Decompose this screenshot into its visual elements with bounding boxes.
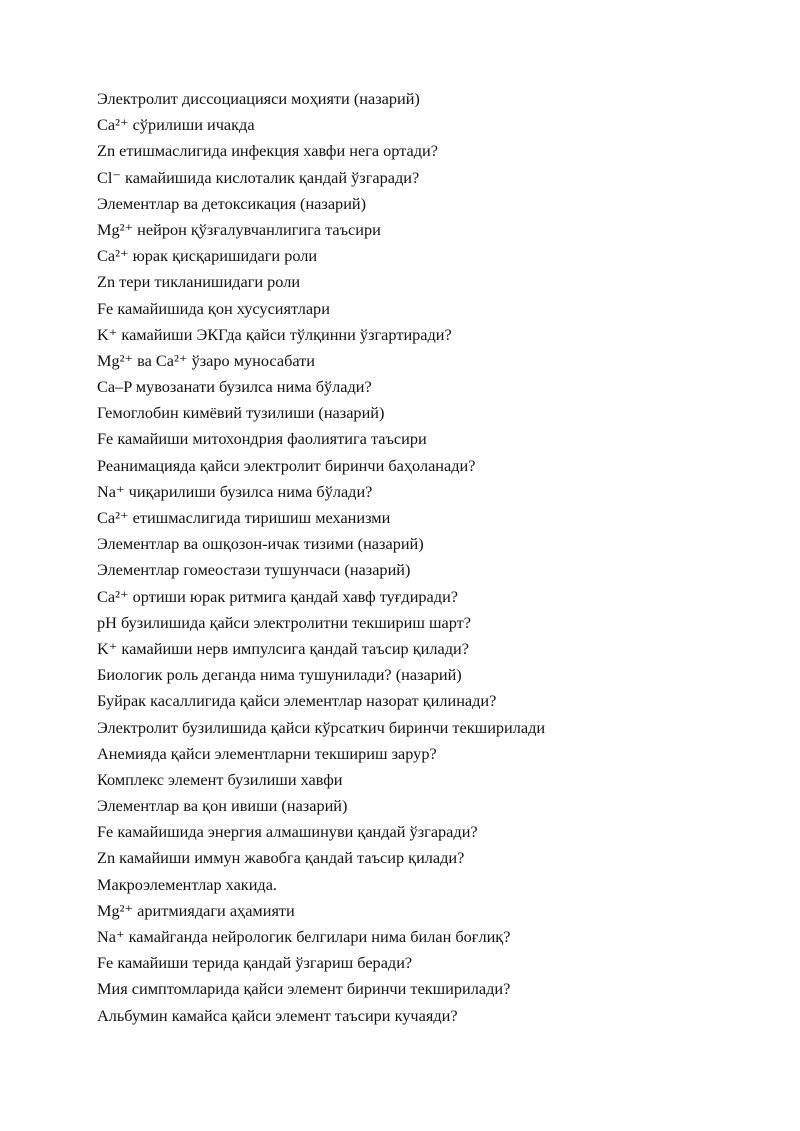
list-item: Элементлар ва детоксикация (назарий) [97, 193, 367, 213]
list-item: Анемияда қайси элементларни текшириш зарур? [97, 743, 437, 763]
question-list [97, 86, 777, 1029]
list-item: Электролит бузилишида қайси кўрсаткич биринчи текширилади [97, 717, 546, 737]
list-item: Zn етишмаслигида инфекция хавфи нега ортади? [97, 141, 438, 161]
list-item: Zn камайиши иммун жавобга қандай таъсир қилади? [97, 848, 465, 868]
list-item: Мия симптомларида қайси элемент биринчи текширилади? [97, 979, 511, 999]
list-item: Fe камайишида қон хусусиятлари [97, 298, 330, 318]
list-item: Fe камайиши митохондрия фаолиятига таъсири [97, 429, 427, 449]
list-item: Буйрак касаллигида қайси элементлар назорат қилинади? [97, 691, 497, 711]
list-item: Макроэлементлар хакида. [97, 874, 278, 894]
list-item: Mg²⁺ ва Ca²⁺ ўзаро муносабати [97, 350, 315, 370]
list-item: Zn тери тикланишидаги роли [97, 272, 301, 292]
list-item: Na⁺ чиқарилиши бузилса нима бўлади? [97, 481, 373, 501]
list-item: Реанимацияда қайси электролит биринчи баҳоланади? [97, 455, 476, 475]
list-item: Cl⁻ камайишида кислоталик қандай ўзгаради? [97, 167, 420, 187]
list-item: Fe камайишида энергия алмашинуви қандай ўзгаради? [97, 822, 478, 842]
list-item: Mg²⁺ аритмиядаги аҳамияти [97, 900, 295, 920]
list-item: Элементлар ва қон ивиши (назарий) [97, 796, 348, 816]
list-item: Ca–P мувозанати бузилса нима бўлади? [97, 377, 372, 397]
list-item: Биологик роль деганда нима тушунилади? (назарий) [97, 665, 462, 685]
list-item: Na⁺ камайганда нейрологик белгилари нима билан боғлиқ? [97, 927, 511, 946]
list-item: Альбумин камайса қайси элемент таъсири кучаяди? [97, 1005, 458, 1025]
list-item: Mg²⁺ нейрон қўзғалувчанлигига таъсири [97, 219, 381, 239]
list-item: Гемоглобин кимёвий тузилиши (назарий) [97, 403, 385, 423]
list-item: Fe камайиши терида қандай ўзгариш беради? [97, 953, 413, 973]
list-item: Элементлар ва ошқозон-ичак тизими (назарий) [97, 534, 424, 554]
list-item: K⁺ камайиши нерв импулсига қандай таъсир қилади? [97, 638, 469, 658]
list-item: Электролит диссоциацияси моҳияти (назарий) [97, 89, 420, 108]
list-item: Элементлар гомеостази тушунчаси (назарий) [97, 560, 411, 580]
list-item: Комплекс элемент бузилиши хавфи [97, 769, 343, 789]
list-item: Ca²⁺ юрак қисқаришидаги роли [97, 246, 318, 266]
list-item: pH бузилишида қайси электролитни текшириш шарт? [97, 612, 472, 632]
list-item: Ca²⁺ ортиши юрак ритмига қандай хавф туғдиради? [97, 586, 459, 606]
list-item: Ca²⁺ етишмаслигида тиришиш механизми [97, 508, 391, 527]
list-item: Ca²⁺ сўрилиши ичакда [97, 115, 255, 135]
list-item: K⁺ камайиши ЭКГда қайси тўлқинни ўзгартиради? [97, 324, 452, 344]
